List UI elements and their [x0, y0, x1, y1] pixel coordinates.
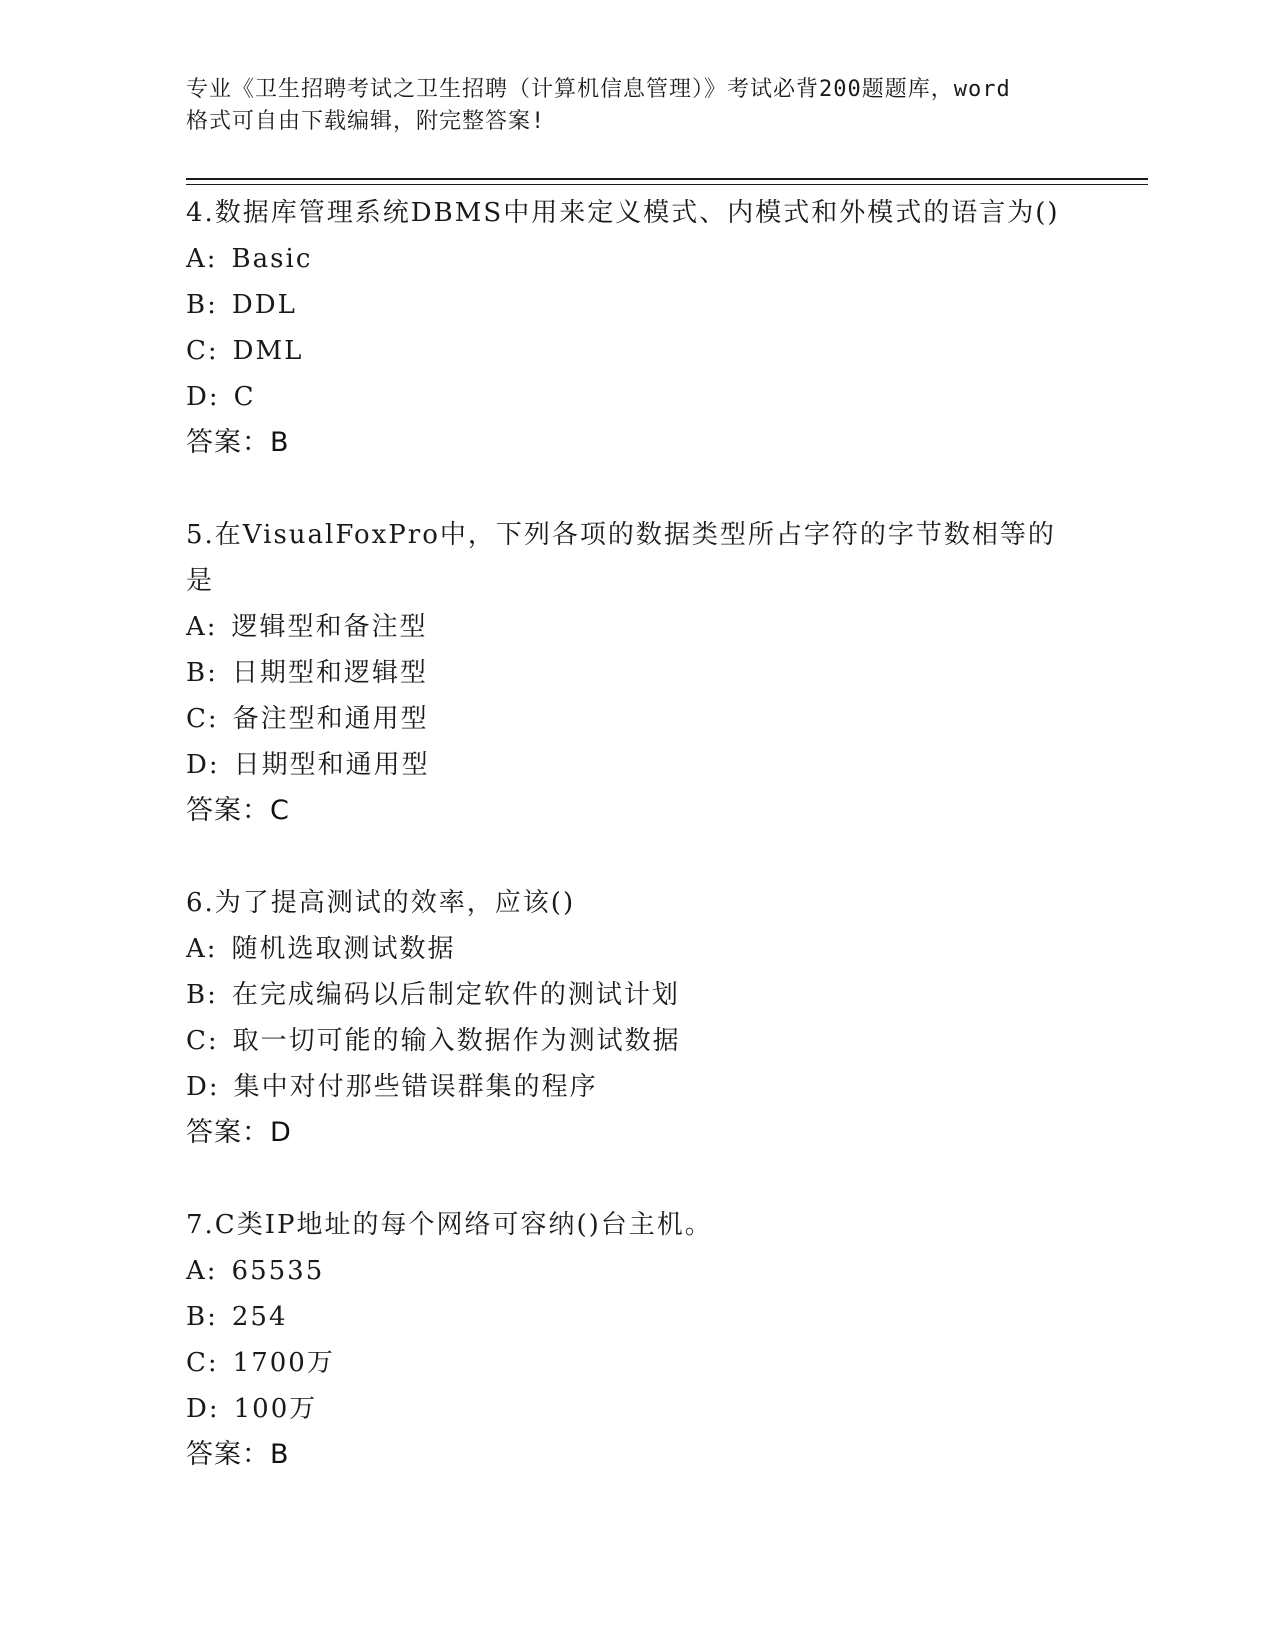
answer-line	[186, 420, 1086, 466]
option-label: C	[186, 1348, 208, 1378]
header-divider-thick	[186, 178, 1148, 180]
question-stem: 6.为了提高测试的效率，应该()	[186, 888, 576, 918]
option-text: 在完成编码以后制定软件的测试计划	[231, 980, 680, 1010]
option-d: D: 日期型和通用型	[186, 750, 430, 780]
option-text: 100万	[233, 1394, 318, 1424]
option-label: D	[186, 750, 209, 780]
option-label: B	[186, 1302, 208, 1332]
answer-prefix: 答案：	[186, 795, 270, 826]
option-label: C	[186, 1026, 208, 1056]
question-item	[186, 1202, 1086, 1478]
answer-prefix: 答案：	[186, 1439, 270, 1470]
option-text: 日期型和逻辑型	[231, 658, 428, 688]
answer-prefix: 答案：	[186, 1117, 270, 1148]
question-stem: 5.在VisualFoxPro中，下列各项的数据类型所占字符的字节数相等的是	[186, 520, 1056, 596]
option-text: 65535	[231, 1256, 325, 1286]
option-a: A: Basic	[186, 244, 313, 274]
option-label: B	[186, 290, 208, 320]
option-c: C: DML	[186, 336, 304, 366]
option-a: A: 65535	[186, 1256, 325, 1286]
option-text: 取一切可能的输入数据作为测试数据	[232, 1026, 681, 1056]
question-item	[186, 880, 1086, 1156]
question-item	[186, 190, 1086, 466]
option-label: B	[186, 980, 208, 1010]
question-stem: 7.C类IP地址的每个网络可容纳()台主机。	[186, 1210, 713, 1240]
option-text: DDL	[231, 290, 297, 320]
answer-value: B	[270, 1439, 290, 1470]
option-label: D	[186, 1072, 209, 1102]
option-b: B: 254	[186, 1302, 288, 1332]
answer-value: C	[270, 795, 290, 826]
question-list	[186, 190, 1086, 1524]
answer-line	[186, 1432, 1086, 1478]
option-d: D: 集中对付那些错误群集的程序	[186, 1072, 598, 1102]
option-text: 1700万	[232, 1348, 335, 1378]
option-b: B: 日期型和逻辑型	[186, 658, 428, 688]
option-c: C: 备注型和通用型	[186, 704, 429, 734]
option-text: DML	[232, 336, 304, 366]
option-text: 集中对付那些错误群集的程序	[233, 1072, 598, 1102]
option-text: 254	[231, 1302, 288, 1332]
option-a: A: 随机选取测试数据	[186, 934, 456, 964]
document-header	[186, 74, 1086, 138]
option-b: B: DDL	[186, 290, 297, 320]
question-stem: 4.数据库管理系统DBMS中用来定义模式、内模式和外模式的语言为()	[186, 198, 1060, 228]
option-text: Basic	[231, 244, 313, 274]
answer-line	[186, 1110, 1086, 1156]
option-b: B: 在完成编码以后制定软件的测试计划	[186, 980, 680, 1010]
option-text: 日期型和通用型	[233, 750, 430, 780]
option-label: D	[186, 1394, 209, 1424]
question-item	[186, 512, 1086, 834]
option-label: B	[186, 658, 208, 688]
option-text: 随机选取测试数据	[231, 934, 456, 964]
option-text: 逻辑型和备注型	[231, 612, 428, 642]
option-label: A	[186, 244, 207, 274]
option-label: D	[186, 382, 209, 412]
header-divider-thin	[186, 184, 1148, 185]
option-label: C	[186, 336, 208, 366]
header-line-2: 格式可自由下载编辑，附完整答案!	[186, 109, 546, 134]
answer-value: B	[270, 427, 290, 458]
option-a: A: 逻辑型和备注型	[186, 612, 428, 642]
option-d: D: C	[186, 382, 256, 412]
option-d: D: 100万	[186, 1394, 318, 1424]
answer-prefix: 答案：	[186, 427, 270, 458]
option-label: C	[186, 704, 208, 734]
option-c: C: 取一切可能的输入数据作为测试数据	[186, 1026, 681, 1056]
option-text: C	[233, 382, 256, 412]
option-label: A	[186, 1256, 207, 1286]
option-c: C: 1700万	[186, 1348, 335, 1378]
option-text: 备注型和通用型	[232, 704, 429, 734]
option-label: A	[186, 934, 207, 964]
header-line-1: 专业《卫生招聘考试之卫生招聘（计算机信息管理）》考试必背200题题库，word	[186, 77, 1011, 102]
answer-value: D	[270, 1117, 292, 1148]
answer-line	[186, 788, 1086, 834]
option-label: A	[186, 612, 207, 642]
